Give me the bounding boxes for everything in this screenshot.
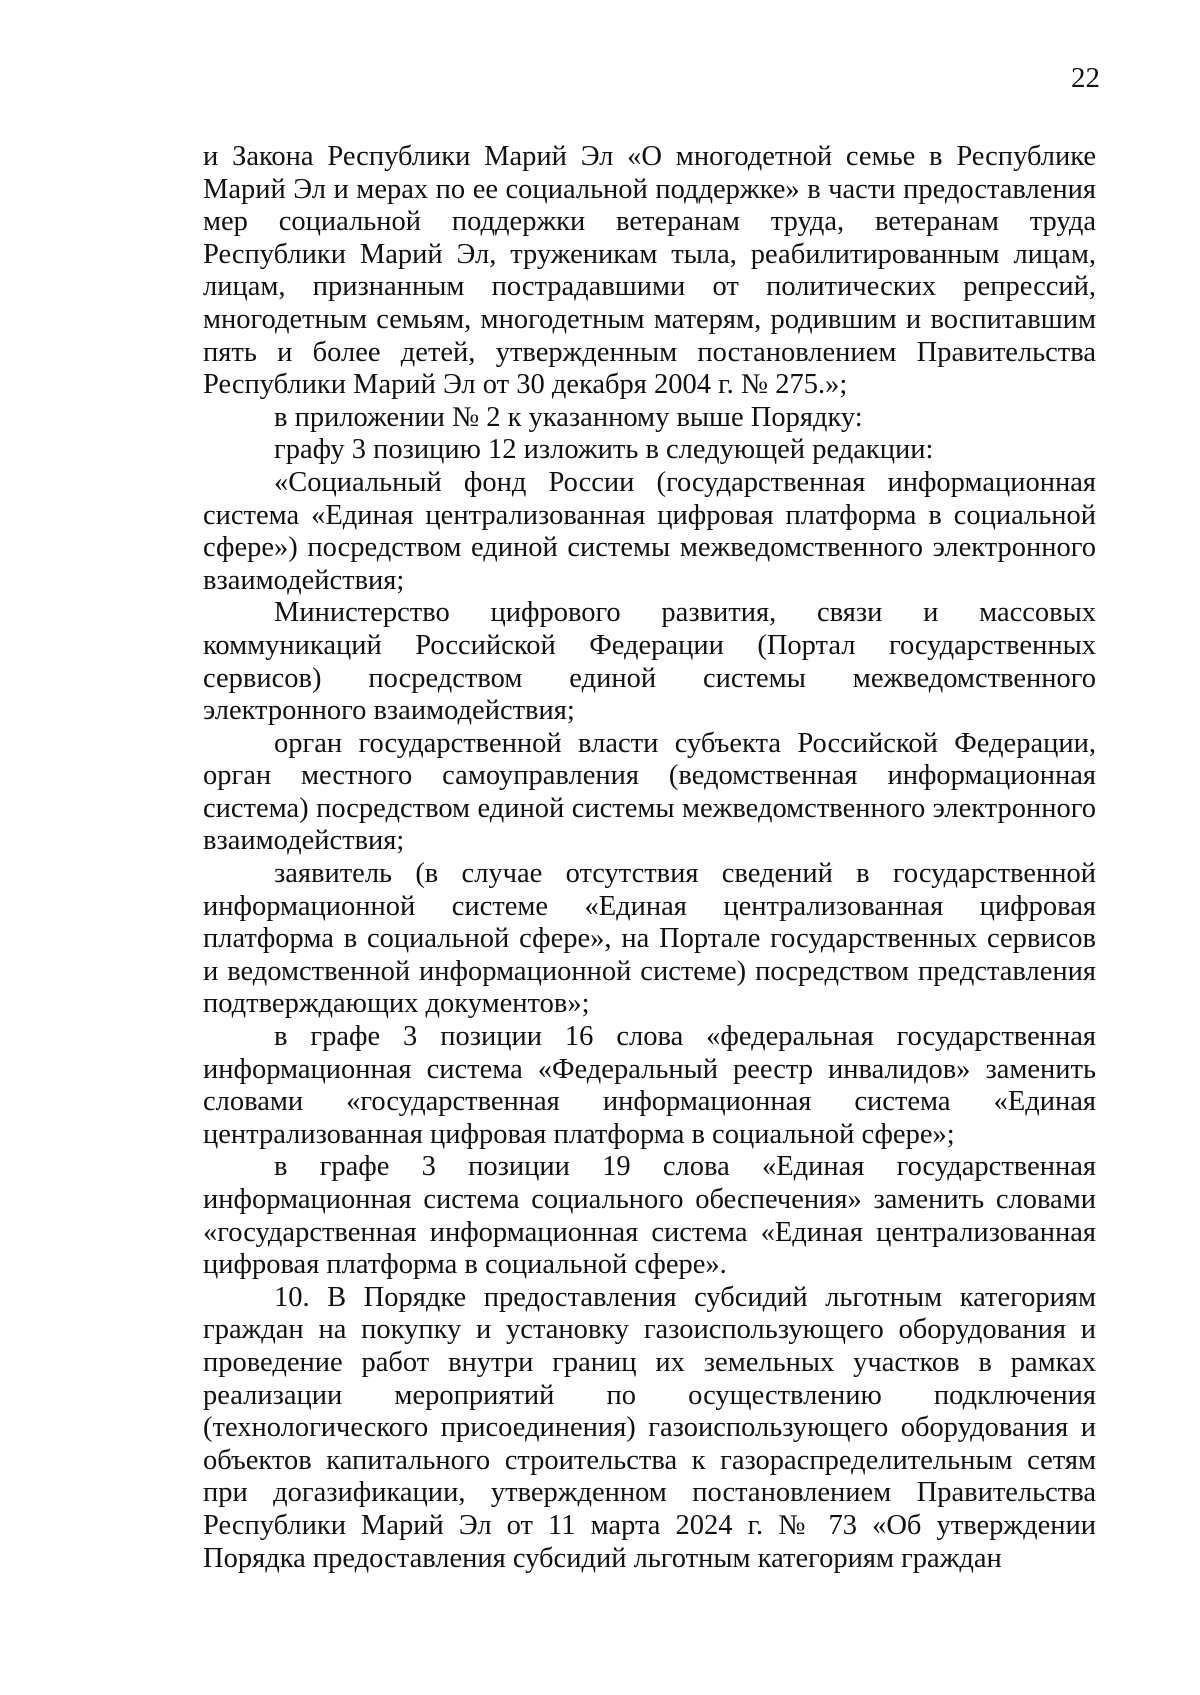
paragraph-appendix-2: в приложении № 2 к указанному выше Порядку: bbox=[274, 401, 863, 433]
paragraph-ministry-digital: Министерство цифрового развития, связи и массовых коммуникаций Российской Федерации (Портал государственных сервисов) посредством единой системы межведомственного электронного взаимодействия; bbox=[203, 597, 1096, 727]
paragraph-position-16: в графе 3 позиции 16 слова «федеральная государственная информационная система «Федеральный реестр инвалидов» заменить словами «государственная информационная система «Единая централизованная цифровая платформа в социальной сфере»; bbox=[203, 1021, 1096, 1150]
paragraph-applicant: заявитель (в случае отсутствия сведений в государственной информационной системе «Единая централизованная цифровая платформа в социальной сфере», на Портале государственных сервисов и ведомственной информационной системе) посредством представления подтверждающих документов»; bbox=[203, 858, 1096, 1020]
paragraph-column-3-position-12: графу 3 позицию 12 изложить в следующей редакции: bbox=[274, 434, 934, 466]
document-body bbox=[203, 141, 1096, 1575]
paragraph-social-fund: «Социальный фонд России (государственная информационная система «Единая централизованная цифровая платформа в социальной сфере») посредством единой системы межведомственного электронного взаимодействия; bbox=[203, 466, 1096, 596]
paragraph-law-continuation: и Закона Республики Марий Эл «О многодетной семье в Республике Марий Эл и мерах по ее социальной поддержке» в части предоставления мер социальной поддержки ветеранам труда, ветеранам труда Республики Марий Эл, труженикам тыла, реабилитированным лицам, лицам, признанным пострадавшими от политических репрессий, многодетным семьям, многодетным матерям, родившим и воспитавшим пять и более детей, утвержденным постановлением Правительства Республики Марий Эл от 30 декабря 2004 г. № 275.»; bbox=[203, 141, 1096, 401]
paragraph-item-10: 10. В Порядке предоставления субсидий льготным категориям граждан на покупку и установку газоиспользующего оборудования и проведение работ внутри границ их земельных участков в рамках реализации мероприятий по осуществлению подключения (технологического присоединения) газоиспользующего оборудования и объектов капитального строительства к газораспределительным сетям при догазификации, утвержденном постановлением Правительства Республики Марий Эл от 11 марта 2024 г. № 73 «Об утверждении Порядка предоставления субсидий льготным категориям граждан bbox=[203, 1281, 1096, 1574]
page-number: 22 bbox=[1071, 62, 1100, 94]
paragraph-state-authority: орган государственной власти субъекта Российской Федерации, орган местного самоуправления (ведомственная информационная система) посредством единой системы межведомственного электронного взаимодействия; bbox=[203, 727, 1096, 857]
paragraph-position-19: в графе 3 позиции 19 слова «Единая государственная информационная система социального обеспечения» заменить словами «государственная информационная система «Единая централизованная цифровая платформа в социальной сфере». bbox=[203, 1151, 1096, 1281]
